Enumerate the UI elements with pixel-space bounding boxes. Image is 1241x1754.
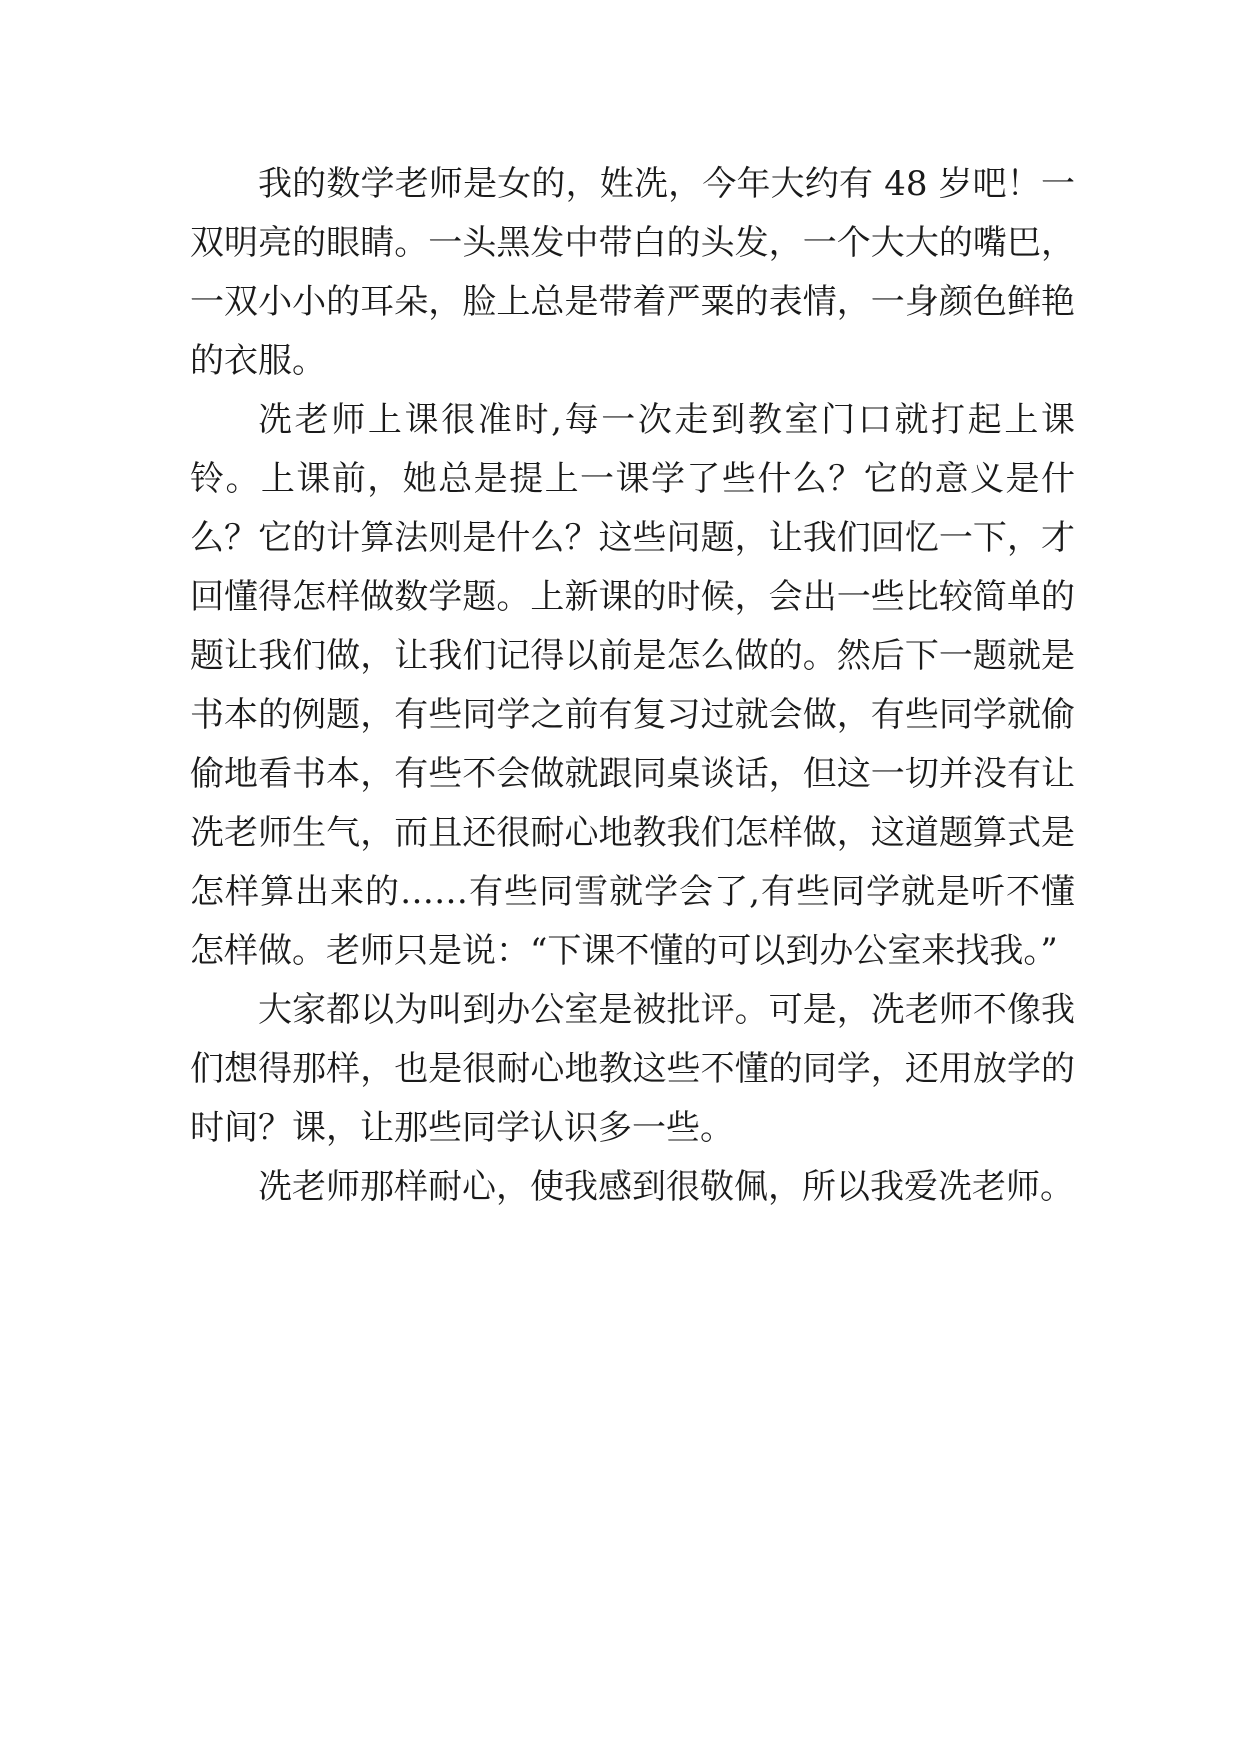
paragraph-3: 大家都以为叫到办公室是被批评。可是，冼老师不像我们想得那样，也是很耐心地教这些不懂的同学，还用放学的时间？课，让那些同学认识多一些。 <box>190 990 1075 1148</box>
paragraph-1: 我的数学老师是女的，姓冼，今年大约有 48 岁吧！一双明亮的眼睛。一头黑发中带白的头发，一个大大的嘴巴，一双小小的耳朵，脸上总是带着严粟的表情，一身颜色鲜艳的衣服。 <box>190 164 1075 381</box>
paragraph-4: 冼老师那样耐心，使我感到很敬佩，所以我爱冼老师。 <box>258 1167 1074 1207</box>
paragraph-2: 冼老师上课很准时,每一次走到教室门口就打起上课铃。上课前，她总是提上一课学了些什么？它的意义是什么？它的计算法则是什么？这些问题，让我们回忆一下，才回懂得怎样做数学题。上新课的时候，会出一些比较简单的题让我们做，让我们记得以前是怎么做的。然后下一题就是书本的例题，有些同学之前有复习过就会做，有些同学就偷偷地看书本，有些不会做就跟同桌谈话，但这一切并没有让冼老师生气，而且还很耐心地教我们怎样做，这道题算式是怎样算出来的……有些同雪就学会了,有些同学就是听不懂怎样做。老师只是说：“下课不懂的可以到办公室来找我。” <box>190 400 1075 971</box>
essay-body <box>190 155 1075 1217</box>
